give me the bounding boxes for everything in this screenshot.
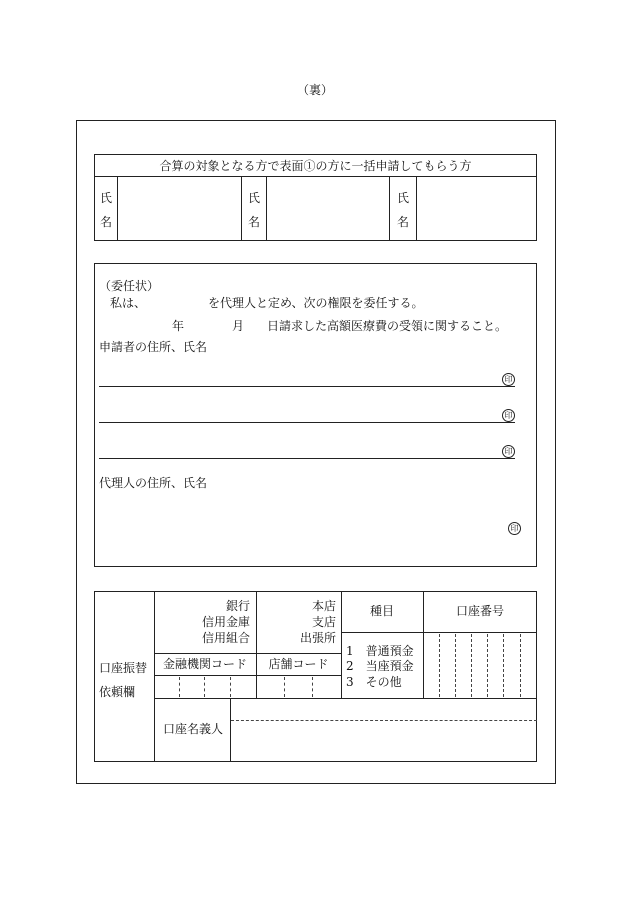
col-divider <box>117 176 118 241</box>
inst-type-shinkumi[interactable]: 信用組合 <box>201 631 250 645</box>
applicant-line-1[interactable] <box>99 386 515 387</box>
name-label-mei-2: 名 <box>248 215 261 229</box>
col-divider <box>256 591 257 698</box>
name-label-mei-1: 名 <box>100 215 113 229</box>
row-divider <box>341 632 537 633</box>
applicant-line-3[interactable] <box>99 458 515 459</box>
col-divider <box>230 698 231 762</box>
seal-mark: 印 <box>508 522 521 535</box>
combined-header: 合算の対象となる方で表面①の方に一括申請してもらう方 <box>159 159 472 173</box>
branch-type-main[interactable]: 本店 <box>311 599 336 613</box>
inst-type-bank[interactable]: 銀行 <box>225 599 250 613</box>
agent-field[interactable] <box>99 495 499 545</box>
page-label: （裏） <box>296 83 333 97</box>
account-type-other[interactable]: 3 その他 <box>346 675 402 689</box>
name-field-2[interactable] <box>268 178 388 240</box>
name-label-mei-3: 名 <box>397 215 410 229</box>
category-header: 種目 <box>369 604 394 618</box>
col-divider <box>154 591 155 762</box>
seal-mark: 印 <box>502 409 515 422</box>
agent-label: 代理人の住所、氏名 <box>99 476 208 490</box>
day-blank[interactable] <box>246 317 266 333</box>
branch-code-label: 店舗コード <box>268 657 329 671</box>
branch-code-field[interactable] <box>258 677 340 697</box>
month-label: 月 <box>232 319 245 333</box>
inst-code-field[interactable] <box>156 677 255 697</box>
year-blank[interactable] <box>130 317 170 333</box>
inst-type-shinkin[interactable]: 信用金庫 <box>201 615 250 629</box>
col-divider <box>241 176 242 241</box>
name-label-shi-3: 氏 <box>397 191 410 205</box>
col-divider <box>416 176 417 241</box>
row-divider <box>154 698 537 699</box>
account-number-field[interactable] <box>425 634 535 697</box>
name-field-1[interactable] <box>119 178 240 240</box>
proxy-line2-text: 日請求した高額医療費の受領に関すること。 <box>267 319 508 333</box>
inst-code-label: 金融機関コード <box>162 657 247 671</box>
account-type-checking[interactable]: 2 当座預金 <box>346 659 414 673</box>
proxy-line1-start: 私は、 <box>110 296 147 310</box>
row-divider <box>154 675 341 676</box>
name-label-shi-2: 氏 <box>248 191 261 205</box>
agent-name-blank[interactable] <box>146 294 206 310</box>
col-divider <box>389 176 390 241</box>
account-type-savings[interactable]: 1 普通預金 <box>346 644 414 658</box>
name-label-shi-1: 氏 <box>100 191 113 205</box>
applicant-label: 申請者の住所、氏名 <box>99 340 208 354</box>
seal-mark: 印 <box>502 445 515 458</box>
holder-label: 口座名義人 <box>163 722 224 736</box>
proxy-line1-end: を代理人と定め、次の権限を委任する。 <box>208 296 424 310</box>
section-label-1: 口座振替 <box>99 661 148 675</box>
branch-type-branch[interactable]: 支店 <box>311 615 336 629</box>
branch-type-office[interactable]: 出張所 <box>299 631 336 645</box>
month-blank[interactable] <box>186 317 230 333</box>
account-number-header: 口座番号 <box>455 604 504 618</box>
header-divider <box>94 176 537 177</box>
name-field-3[interactable] <box>418 178 536 240</box>
seal-mark: 印 <box>502 373 515 386</box>
year-label: 年 <box>172 319 185 333</box>
col-divider <box>266 176 267 241</box>
applicant-line-2[interactable] <box>99 422 515 423</box>
holder-name-field[interactable] <box>232 700 536 761</box>
row-divider <box>154 653 341 654</box>
proxy-title: （委任状） <box>99 279 160 293</box>
section-label-2: 依頼欄 <box>99 685 136 699</box>
